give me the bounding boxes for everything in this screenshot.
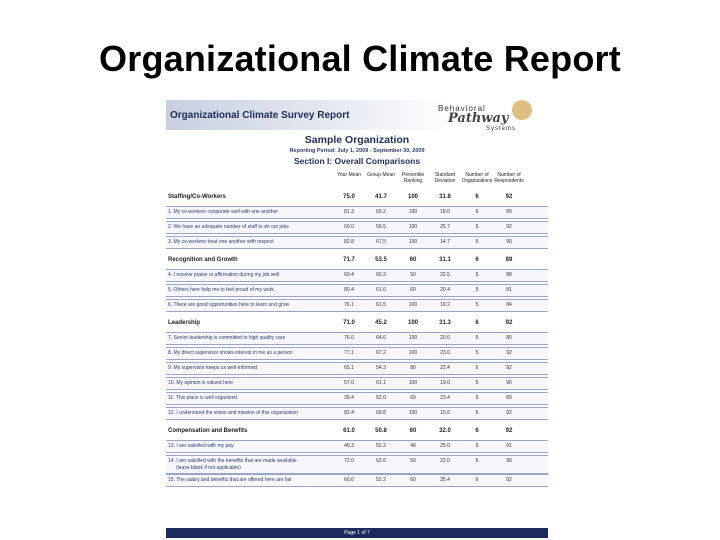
report-banner [166,100,548,130]
item-label: 9. My supervisor keeps us well-informed [168,365,258,371]
section-heading: Section I: Overall Comparisons [293,156,421,166]
item-value: 50 [410,458,416,464]
item-value: 77.1 [344,350,354,356]
item-label: 13. I am satisfied with my pay [168,443,234,449]
column-header: Number of Organizations [461,172,493,184]
item-label: 1. My co-workers cooperate well with one another [168,209,279,215]
item-value: 22.4 [440,365,450,371]
item-value: 52.0 [376,395,386,401]
column-header: Your Mean [337,172,361,178]
category-value: 71.7 [343,257,355,263]
table-row [166,407,548,420]
item-label: 5. Others here help me to feel proud of my work [168,287,274,293]
item-value: 92 [506,365,512,371]
item-value: 82.8 [344,239,354,245]
item-value: 49.3 [344,443,354,449]
category-value: 53.5 [375,257,387,263]
category-value: 31.8 [439,194,451,200]
item-label: 14. I am satisfied with the benefits that are made available [168,458,297,464]
item-value: 20.0 [440,335,450,341]
report-page [166,96,548,538]
item-value: 6 [475,477,479,483]
page-footer: Page 1 of 7 [166,528,548,538]
item-value: 89 [506,209,512,215]
item-value: 80.4 [344,287,354,293]
item-value: 76.1 [344,302,354,308]
reporting-period: Reporting Period: July 1, 2009 - September 30, 2009 [289,148,425,154]
table-row [166,362,548,375]
category-value: 92 [505,194,513,200]
item-label: 12. I understand the vision and mission of this organization [168,410,299,416]
category-label: Recognition and Growth [168,257,238,263]
item-value: 92 [506,350,512,356]
logo-line-2: Pathway [448,111,509,126]
category-value: 92 [505,428,513,434]
table-row [166,284,548,297]
category-value: 31.1 [439,257,451,263]
table-row [166,455,548,474]
item-value: 60 [410,395,416,401]
item-value: 52.2 [376,477,386,483]
item-value: 19.0 [440,380,450,386]
category-value: 32.0 [439,428,451,434]
item-value: 100 [408,209,418,215]
table-row [166,269,548,282]
item-value: 6 [475,443,479,449]
organization-name: Sample Organization [304,134,410,146]
item-value: 67.5 [376,239,386,245]
category-label: Compensation and Benefits [168,428,248,434]
item-value: 50 [410,272,416,278]
category-value: 31.3 [439,320,451,326]
item-value: 39.4 [344,395,354,401]
item-value: 80 [410,365,416,371]
item-value: 88 [506,272,512,278]
item-value: 100 [408,380,418,386]
logo-mark-icon [512,100,532,120]
item-value: 23.4 [440,395,450,401]
item-value: 5 [475,287,479,293]
category-value: 6 [475,194,479,200]
table-row [166,474,548,487]
item-label: 10. My opinion is valued here [168,380,234,386]
category-value: 89 [505,257,513,263]
item-value: 89 [506,395,512,401]
item-value: 5 [475,458,479,464]
item-value: 92 [506,410,512,416]
category-row [166,426,548,436]
table-row [166,206,548,219]
item-value: 60 [410,287,416,293]
item-value: 60.0 [344,224,354,230]
item-value: 5 [475,350,479,356]
item-value: 100 [408,335,418,341]
item-value: 14.7 [440,239,450,245]
logo-line-1: Behavioral [438,104,486,113]
item-value: 76.0 [344,335,354,341]
category-row [166,192,548,202]
item-value: 19.2 [440,302,450,308]
item-value: 82.4 [344,410,354,416]
category-label: Staffing/Co-Workers [168,194,226,200]
column-header: Standard Deviation [434,172,456,184]
item-value: 60.2 [376,272,386,278]
category-value: 50.8 [375,428,387,434]
table-row [166,299,548,312]
item-value: 80 [506,335,512,341]
item-value: 61.0 [376,287,386,293]
category-value: 6 [475,320,479,326]
table-row [166,347,548,360]
report-banner-title: Organizational Climate Survey Report [170,110,350,121]
item-label-note: (leave blank if not applicable) [176,465,241,471]
item-value: 63.6 [376,458,386,464]
logo-line-3: Systems [486,126,517,132]
item-value: 25.4 [440,477,450,483]
item-value: 6 [475,365,479,371]
item-value: 81 [506,287,512,293]
item-value: 100 [408,224,418,230]
item-value: 54.3 [376,365,386,371]
item-value: 61.1 [376,380,386,386]
column-header: Group Mean [367,172,395,178]
column-header: Percentile Ranking [401,172,425,184]
item-value: 25.0 [440,443,450,449]
table-row [166,440,548,453]
item-value: 5 [475,272,479,278]
category-value: 75.0 [343,194,355,200]
item-value: 6 [475,335,479,341]
slide-title: Organizational Climate Report [99,38,621,79]
item-value: 22.0 [440,458,450,464]
item-value: 65.1 [344,365,354,371]
item-value: 69.4 [344,272,354,278]
item-value: 81.3 [344,209,354,215]
item-value: 52.2 [376,443,386,449]
item-value: 84 [506,302,512,308]
item-value: 90 [506,458,512,464]
item-value: 91 [506,443,512,449]
category-value: 41.7 [375,194,387,200]
category-value: 45.2 [375,320,387,326]
item-value: 6 [475,239,479,245]
item-value: 61.5 [376,302,386,308]
table-row [166,392,548,405]
item-value: 100 [408,239,418,245]
category-value: 100 [407,320,418,326]
item-label: 15. The salary and benefits that are offered here are fair [168,477,292,483]
item-value: 18.0 [440,209,450,215]
table-row [166,221,548,234]
category-row [166,318,548,328]
column-header: Number of Respondents [494,172,524,184]
item-label: 2. We have an adequate number of staff to do our jobs [168,224,289,230]
item-value: 15.6 [440,410,450,416]
item-label: 11. This place is well organized [168,395,238,401]
item-label: 4. I receive praise or affirmation during my job well [168,272,280,278]
category-label: Leadership [168,320,201,326]
category-value: 60 [409,428,417,434]
item-value: 90 [506,380,512,386]
item-label: 8. My direct supervisor shows interest in me as a person [168,350,293,356]
item-value: 92 [506,224,512,230]
item-value: 22.5 [440,272,450,278]
item-value: 40 [410,443,416,449]
table-row [166,377,548,390]
item-label: 6. There are good opportunities here to learn and grow [168,302,290,308]
category-value: 92 [505,320,513,326]
table-row [166,236,548,249]
category-value: 6 [475,428,479,434]
company-logo [438,100,546,136]
item-value: 100 [408,350,418,356]
category-value: 60 [409,257,417,263]
item-value: 90 [506,239,512,245]
item-value: 23.0 [440,350,450,356]
item-label: 7. Senior leadership is committed to high quality care [168,335,286,341]
item-value: 5 [475,380,479,386]
item-label: 3. My co-workers treat one another with respect [168,239,274,245]
item-value: 5 [475,302,479,308]
item-value: 92 [506,477,512,483]
item-value: 56.5 [376,224,386,230]
item-value: 100 [408,302,418,308]
item-value: 100 [408,410,418,416]
item-value: 67.2 [376,350,386,356]
item-value: 69.2 [376,209,386,215]
item-value: 60 [410,477,416,483]
item-value: 72.0 [344,458,354,464]
category-row [166,255,548,265]
item-value: 69.8 [376,410,386,416]
category-value: 71.0 [343,320,355,326]
category-value: 6 [475,257,479,263]
item-value: 20.4 [440,287,450,293]
category-value: 100 [407,194,418,200]
item-value: 64.6 [376,335,386,341]
category-value: 61.0 [343,428,355,434]
item-value: 25.7 [440,224,450,230]
item-value: 6 [475,395,479,401]
item-value: 6 [475,209,479,215]
item-value: 5 [475,410,479,416]
item-value: 5 [475,224,479,230]
table-row [166,332,548,345]
item-value: 57.0 [344,380,354,386]
item-value: 60.6 [344,477,354,483]
